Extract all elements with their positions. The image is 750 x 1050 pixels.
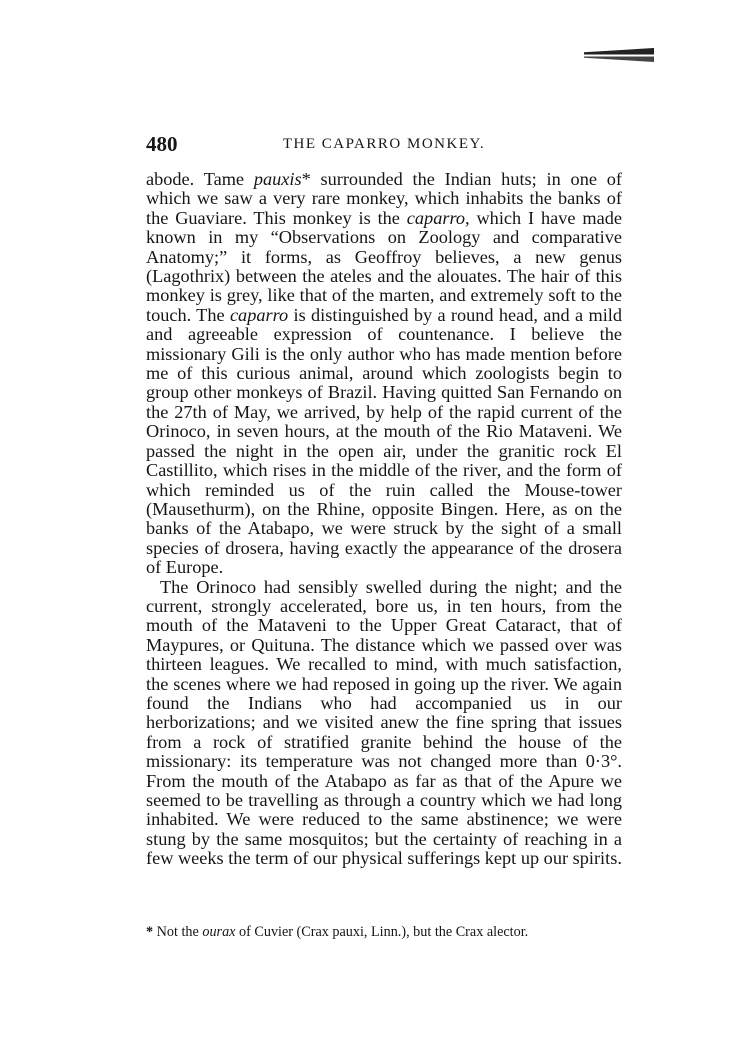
p1-text-2: * surrounded the Indian huts; in one of which we saw a very rare monkey, which inhabits the banks of the Guaviare. This monkey is the: [146, 169, 622, 228]
page-edge-mark: [584, 48, 654, 62]
p1-italic-caparro-2: caparro: [229, 304, 289, 325]
paragraph-1: [146, 170, 622, 578]
paragraph-2: The Orinoco had sensibly swelled during the night; and the current, strongly accelerated, bore us, in ten hours, from the mouth of the Mataveni to the Upper Great Cataract, that of Maypures, or Quituna. The distance which we passed over was thirteen leagues. We recalled to mind, with much satisfaction, the scenes where we had reposed in going up the river. We again found the Indians who had accompanied us in our herborizations; and we visited anew the fine spring that issues from a rock of stratified granite behind the house of the missionary: its temperature was not changed more than 0·3°. From the mouth of the Atabapo as far as that of the Apure we seemed to be travelling as through a country which we had long inhabited. We were reduced to the same abstinence; we were stung by the same mosquitos; but the certainty of reaching in a few weeks the term of our physical sufferings kept up our spirits.: [146, 576, 622, 869]
footnote: [146, 924, 622, 941]
p1-italic-caparro: caparro,: [406, 207, 470, 228]
running-head: [146, 132, 622, 158]
page-title: THE CAPARRO MONKEY.: [282, 136, 486, 152]
footnote-text-2: of Cuvier (Crax pauxi, Linn.), but the Crax alector.: [235, 924, 529, 940]
page-number: 480: [146, 132, 178, 156]
footnote-italic-ourax: ourax: [202, 924, 236, 940]
body-text: [146, 170, 622, 869]
p1-text-1: abode. Tame: [146, 169, 254, 189]
footnote-text-1: Not the: [153, 924, 203, 940]
p1-text-3: which I have made known in my “Observations on Zoology and comparative Anatomy;” it forms, as Geoffroy believes, a new genus (Lagothrix) between the ateles and the alouates. The hair of this monkey is grey, like that of the marten, and extremely soft to the touch. The: [146, 207, 622, 325]
p1-text-4: is distinguished by a round head, and a mild and agreeable expression of countenance. I believe the missionary Gili is the only author who has made mention before me of this curious animal, around which zoologists begin to group other monkeys of Brazil. Having quitted San Fernando on the 27th of May, we arrived, by help of the rapid current of the Orinoco, in seven hours, at the mouth of the Rio Mataveni. We passed the night in the open air, under the granitic rock El Castillito, which rises in the middle of the river, and the form of which reminded us of the ruin called the Mouse-tower (Mausethurm), on the Rhine, opposite Bingen. Here, as on the banks of the Atabapo, we were struck by the sight of a small species of drosera, having exactly the appearance of the drosera of Europe.: [146, 304, 622, 578]
footnote-mark: *: [146, 924, 154, 940]
p1-italic-pauxis: pauxis: [253, 169, 302, 189]
